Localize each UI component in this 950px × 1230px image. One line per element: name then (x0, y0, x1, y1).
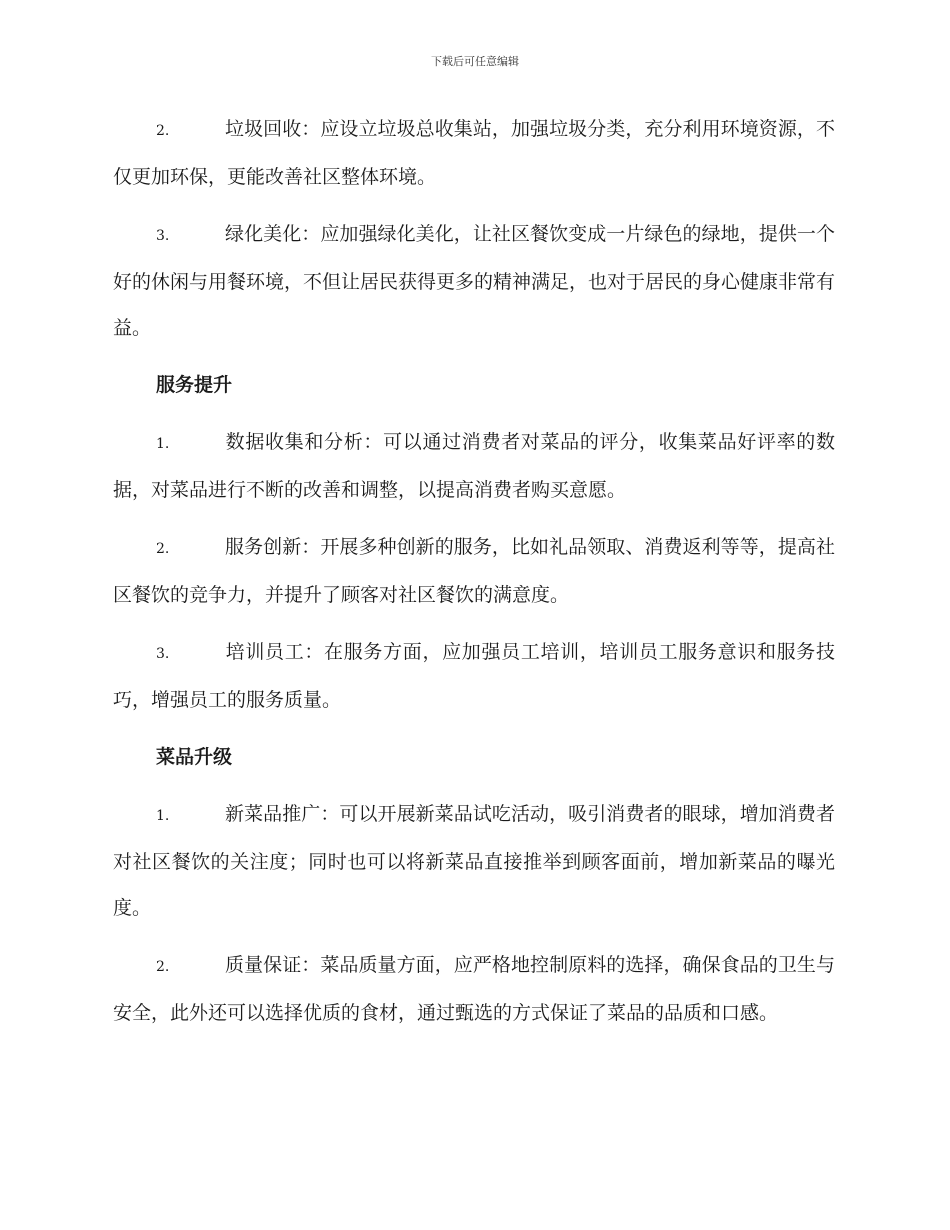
list-item-text: 绿化美化：应加强绿化美化，让社区餐饮变成一片绿色的绿地，提供一个好的休闲与用餐环境，不但让居民获得更多的精神满足，也对于居民的身心健康非常有益。 (113, 223, 836, 339)
list-item-text: 质量保证：菜品质量方面，应严格地控制原料的选择，确保食品的卫生与安全，此外还可以选择优质的食材，通过甄选的方式保证了菜品的品质和口感。 (113, 954, 835, 1024)
section-heading-dishes: 菜品升级 (156, 746, 233, 768)
list-item (113, 524, 835, 618)
list-number: 2. (156, 123, 170, 139)
list-item (113, 942, 835, 1036)
list-number: 1. (156, 808, 170, 824)
list-number: 2. (156, 959, 170, 975)
list-item (113, 211, 835, 351)
page-header: 下载后可任意编辑 (431, 55, 519, 68)
list-number: 1. (156, 436, 170, 452)
list-number: 3. (156, 228, 170, 244)
list-number: 2. (156, 541, 170, 557)
list-item-text: 垃圾回收：应设立垃圾总收集站，加强垃圾分类，充分利用环境资源，不仅更加环保，更能改善社区整体环境。 (113, 118, 835, 188)
section-heading-service: 服务提升 (156, 374, 233, 396)
list-item-text: 服务创新：开展多种创新的服务，比如礼品领取、消费返利等等，提高社区餐饮的竞争力，并提升了顾客对社区餐饮的满意度。 (113, 536, 835, 606)
list-item-text: 培训员工：在服务方面，应加强员工培训，培训员工服务意识和服务技巧，增强员工的服务质量。 (113, 641, 835, 711)
list-item (113, 629, 835, 723)
list-item (113, 106, 835, 200)
list-item-text: 数据收集和分析：可以通过消费者对菜品的评分，收集菜品好评率的数据，对菜品进行不断的改善和调整，以提高消费者购买意愿。 (113, 431, 835, 501)
list-item (113, 791, 835, 931)
list-item-text: 新菜品推广：可以开展新菜品试吃活动，吸引消费者的眼球，增加消费者对社区餐饮的关注度；同时也可以将新菜品直接推举到顾客面前，增加新菜品的曝光度。 (113, 803, 835, 919)
document-body (113, 106, 835, 1047)
list-number: 3. (156, 646, 170, 662)
list-item (113, 419, 835, 513)
